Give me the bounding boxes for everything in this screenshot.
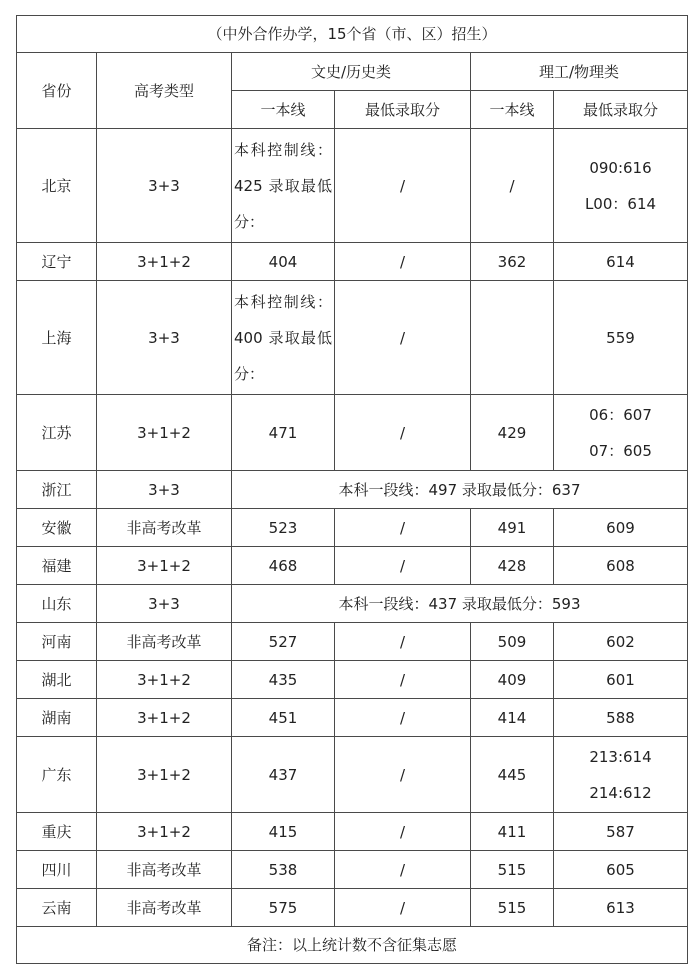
table-row [17, 395, 688, 471]
province-cell: 重庆 [17, 813, 97, 851]
table-row [17, 699, 688, 737]
science-min-score-value: 614 [606, 252, 635, 271]
table-row [17, 661, 688, 699]
arts-first-line-cell: 523 [232, 509, 335, 547]
arts-min-score-cell: / [335, 623, 471, 661]
science-min-score-value: 07：605 [589, 441, 652, 460]
arts-first-line-cell: 本科控制线：425 录取最低分： [232, 129, 335, 243]
science-first-line-cell: 411 [471, 813, 554, 851]
arts-min-score-cell: / [335, 281, 471, 395]
science-min-score-cell [554, 509, 688, 547]
province-cell: 山东 [17, 585, 97, 623]
table-row [17, 509, 688, 547]
science-min-score-value: 559 [606, 328, 635, 347]
science-min-score-value: 213:614 [589, 747, 652, 766]
science-min-score-value: 605 [606, 860, 635, 879]
exam-type-cell: 3+1+2 [97, 243, 232, 281]
table-row [17, 623, 688, 661]
arts-min-score-cell: / [335, 813, 471, 851]
science-first-line-cell: 362 [471, 243, 554, 281]
province-cell: 上海 [17, 281, 97, 395]
science-min-score-value: 06：607 [589, 405, 652, 424]
science-min-score-value: 613 [606, 898, 635, 917]
admission-score-table [16, 15, 688, 964]
exam-type-cell: 3+1+2 [97, 737, 232, 813]
arts-min-score-cell: / [335, 129, 471, 243]
exam-type-cell: 3+1+2 [97, 547, 232, 585]
header-science-min-score: 最低录取分 [554, 91, 688, 129]
science-min-score-value: 587 [606, 822, 635, 841]
arts-first-line-cell: 471 [232, 395, 335, 471]
table-row [17, 737, 688, 813]
arts-first-line-cell: 415 [232, 813, 335, 851]
arts-first-line-cell: 435 [232, 661, 335, 699]
science-min-score-value: 214:612 [589, 783, 652, 802]
province-cell: 河南 [17, 623, 97, 661]
science-first-line-cell: 491 [471, 509, 554, 547]
science-first-line-cell: 428 [471, 547, 554, 585]
exam-type-cell: 3+3 [97, 585, 232, 623]
exam-type-cell: 3+3 [97, 281, 232, 395]
header-science-first-line: 一本线 [471, 91, 554, 129]
arts-first-line-cell: 527 [232, 623, 335, 661]
exam-type-cell: 非高考改革 [97, 851, 232, 889]
science-min-score-value: 588 [606, 708, 635, 727]
table-row [17, 281, 688, 395]
arts-min-score-cell: / [335, 851, 471, 889]
header-province: 省份 [17, 53, 97, 129]
table-row [17, 243, 688, 281]
science-min-score-cell [554, 395, 688, 471]
arts-first-line-cell: 404 [232, 243, 335, 281]
arts-min-score-cell: / [335, 889, 471, 927]
arts-min-score-cell: / [335, 509, 471, 547]
science-min-score-cell [554, 737, 688, 813]
arts-first-line-cell: 468 [232, 547, 335, 585]
exam-type-cell: 非高考改革 [97, 623, 232, 661]
science-first-line-cell: 414 [471, 699, 554, 737]
province-cell: 湖南 [17, 699, 97, 737]
arts-min-score-cell: / [335, 661, 471, 699]
science-first-line-cell: 445 [471, 737, 554, 813]
footnote-row [17, 927, 688, 964]
science-min-score-cell [554, 851, 688, 889]
province-cell: 湖北 [17, 661, 97, 699]
arts-min-score-cell: / [335, 737, 471, 813]
exam-type-cell: 3+1+2 [97, 661, 232, 699]
exam-type-cell: 3+3 [97, 129, 232, 243]
science-first-line-cell: 409 [471, 661, 554, 699]
province-cell: 四川 [17, 851, 97, 889]
province-cell: 广东 [17, 737, 97, 813]
science-min-score-cell [554, 281, 688, 395]
table-row [17, 889, 688, 927]
province-cell: 云南 [17, 889, 97, 927]
exam-type-cell: 3+1+2 [97, 395, 232, 471]
province-cell: 福建 [17, 547, 97, 585]
science-first-line-cell [471, 281, 554, 395]
science-min-score-value: 601 [606, 670, 635, 689]
province-cell: 北京 [17, 129, 97, 243]
exam-type-cell: 3+1+2 [97, 699, 232, 737]
science-min-score-value: 602 [606, 632, 635, 651]
science-first-line-cell: 429 [471, 395, 554, 471]
science-min-score-cell [554, 699, 688, 737]
arts-first-line-cell: 437 [232, 737, 335, 813]
table-row [17, 471, 688, 509]
science-min-score-cell [554, 129, 688, 243]
arts-min-score-cell: / [335, 699, 471, 737]
science-min-score-cell [554, 661, 688, 699]
header-row-1 [17, 53, 688, 91]
table-row [17, 129, 688, 243]
science-min-score-cell [554, 889, 688, 927]
table-title: （中外合作办学，15个省（市、区）招生） [17, 16, 688, 53]
exam-type-cell: 非高考改革 [97, 889, 232, 927]
arts-min-score-cell: / [335, 243, 471, 281]
exam-type-cell: 3+3 [97, 471, 232, 509]
science-first-line-cell: 515 [471, 851, 554, 889]
arts-first-line-cell: 538 [232, 851, 335, 889]
province-cell: 江苏 [17, 395, 97, 471]
science-min-score-cell [554, 547, 688, 585]
province-cell: 浙江 [17, 471, 97, 509]
header-arts-min-score: 最低录取分 [335, 91, 471, 129]
table-row [17, 813, 688, 851]
science-min-score-value: L00：614 [584, 194, 657, 213]
science-min-score-value: 090:616 [589, 158, 652, 177]
science-min-score-cell [554, 813, 688, 851]
arts-first-line-cell: 451 [232, 699, 335, 737]
merged-score-cell: 本科一段线：497 录取最低分：637 [232, 471, 688, 509]
arts-first-line-cell: 本科控制线：400 录取最低分： [232, 281, 335, 395]
science-min-score-cell [554, 623, 688, 661]
science-first-line-cell: 509 [471, 623, 554, 661]
table-row [17, 851, 688, 889]
admission-table-container [16, 15, 688, 964]
province-cell: 安徽 [17, 509, 97, 547]
science-first-line-cell: 515 [471, 889, 554, 927]
science-min-score-cell [554, 243, 688, 281]
arts-min-score-cell: / [335, 547, 471, 585]
header-arts-group: 文史/历史类 [232, 53, 471, 91]
header-exam-type: 高考类型 [97, 53, 232, 129]
table-body [17, 129, 688, 927]
arts-first-line-cell: 575 [232, 889, 335, 927]
table-title-row [17, 16, 688, 53]
science-min-score-value: 608 [606, 556, 635, 575]
header-science-group: 理工/物理类 [471, 53, 688, 91]
table-footnote: 备注：以上统计数不含征集志愿 [17, 927, 688, 964]
arts-min-score-cell: / [335, 395, 471, 471]
header-arts-first-line: 一本线 [232, 91, 335, 129]
table-row [17, 547, 688, 585]
merged-score-cell: 本科一段线：437 录取最低分：593 [232, 585, 688, 623]
science-first-line-cell: / [471, 129, 554, 243]
exam-type-cell: 3+1+2 [97, 813, 232, 851]
exam-type-cell: 非高考改革 [97, 509, 232, 547]
science-min-score-value: 609 [606, 518, 635, 537]
table-row [17, 585, 688, 623]
province-cell: 辽宁 [17, 243, 97, 281]
